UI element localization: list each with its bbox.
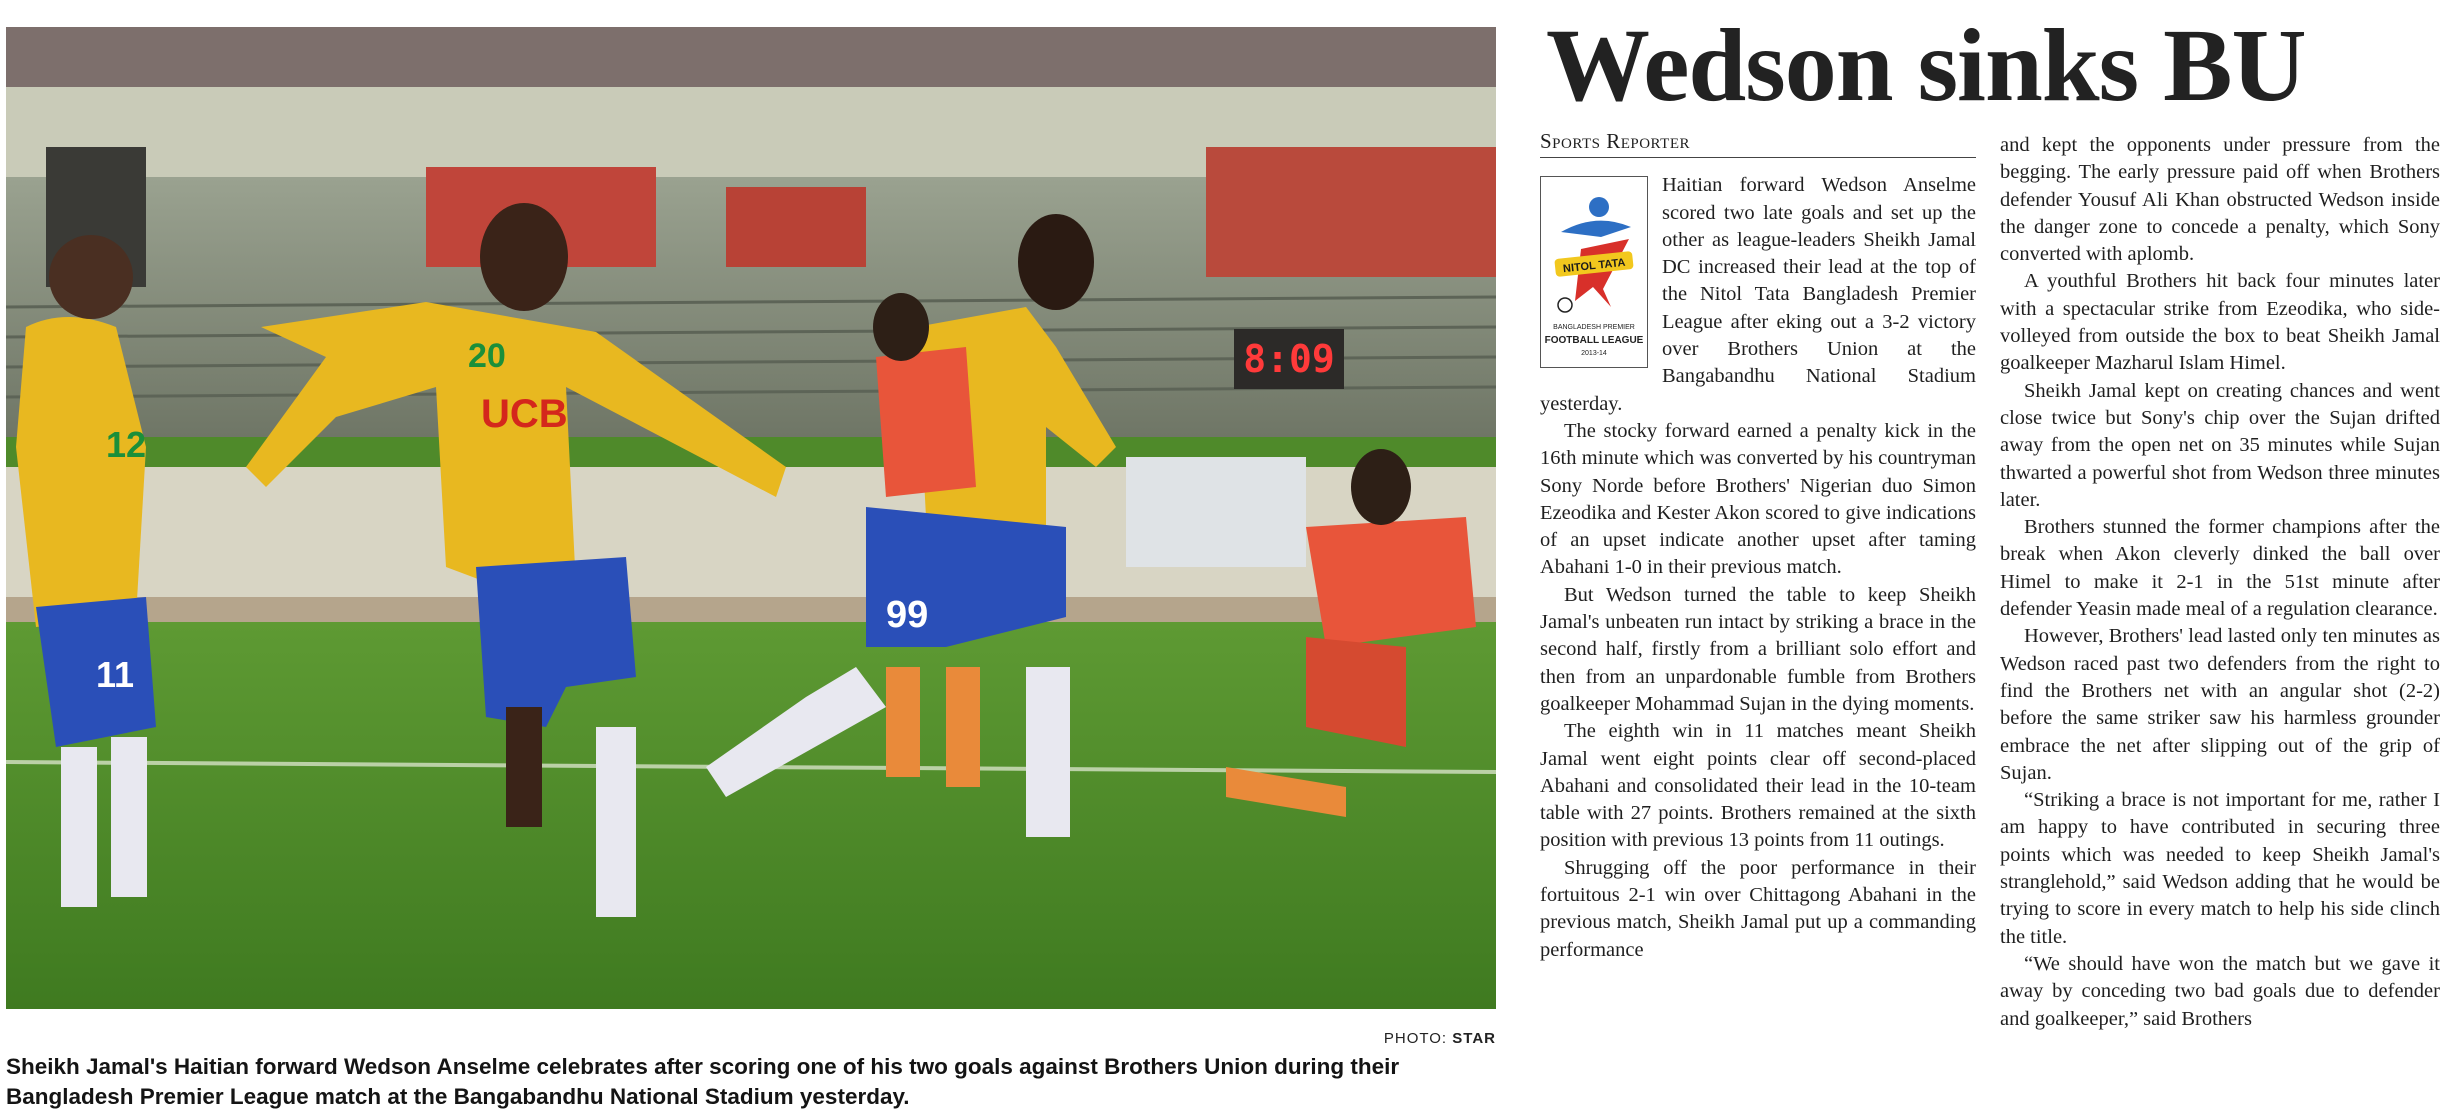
league-logo xyxy=(1540,176,1648,368)
article-column-2 xyxy=(2000,132,2440,1033)
logo-figure xyxy=(1561,221,1631,237)
logo-ball xyxy=(1558,298,1572,312)
photo-credit-prefix: PHOTO: xyxy=(1383,1030,1448,1047)
svg-text:99: 99 xyxy=(886,594,929,636)
byline: Sports Reporter xyxy=(1540,128,1976,158)
paragraph: However, Brothers' lead lasted only ten minutes as Wedson raced past two defenders from the right to find the Brothers net with an angular shot (2-2) before the same striker saw his harmless grounder embrace the net after slipping out of the grip of Sujan. xyxy=(2000,625,2440,784)
paragraph: Brothers stunned the former champions after the break when Akon cleverly dinked the ball over Himel to make it 2-1 in the 51st minute after defender Yeasin made meal of a regulation clearance. xyxy=(2000,516,2440,621)
svg-text:12: 12 xyxy=(106,424,147,465)
photo-credit-name: STAR xyxy=(1452,1030,1496,1047)
paragraph: A youthful Brothers hit back four minutes later with a spectacular strike from Ezeodika, who side-volleyed from outside the box to beat Sheikh Jamal goalkeeper Mazharul Islam Himel. xyxy=(2000,270,2440,375)
paragraph: “Striking a brace is not important for me, rather I am happy to have contributed in securing three points which was needed to keep Sheikh Jamal's stranglehold,” said Wedson adding that he would be trying to score in every match to help his side clinch the title. xyxy=(2000,789,2440,948)
paragraph: Shrugging off the poor performance in their fortuitous 2-1 win over Chittagong Abahani in the previous match, Sheikh Jamal put up a commanding performance xyxy=(1540,856,1976,961)
headline: Wedson sinks BU xyxy=(1546,8,2306,123)
logo-season: 2013-14 xyxy=(1581,350,1607,358)
paragraph: The eighth win in 11 matches meant Sheikh Jamal went eight points clear off second-placed Abahani and consolidated their lead in the 10-team table with 27 points. Brothers remained at the sixth position with previous 13 points from 11 outings. xyxy=(1540,720,1976,852)
logo-line-1: BANGLADESH PREMIER xyxy=(1553,324,1635,332)
photo-credit xyxy=(1200,1030,1496,1047)
photo-caption: Sheikh Jamal's Haitian forward Wedson Anselme celebrates after scoring one of his two goals against Brothers Union during their Bangladesh Premier League match at the Bangabandhu National Stadium yesterday. xyxy=(6,1054,1400,1109)
scoreboard-text: 8:09 xyxy=(1243,337,1335,381)
svg-text:11: 11 xyxy=(96,654,135,695)
paragraph: The stocky forward earned a penalty kick in the 16th minute which was converted by his countryman Sony Norde before Brothers' Nigerian duo Simon Ezeodika and Kester Akon scored to give indications of an upset indicate another upset after taming Abahani 1-0 in their previous match. xyxy=(1540,419,1976,579)
logo-banner: NITOL TATA xyxy=(1562,257,1626,276)
match-photo xyxy=(6,27,1496,1009)
paragraph: Haitian forward Wedson Anselme scored two late goals and set up the other as league-leaders Sheikh Jamal DC increased their lead at the top of the Nitol Tata Bangladesh Premier League after eking out a 3-2 victory over Brothers Union at the Bangabandhu National Stadium yesterday. xyxy=(1540,174,1976,415)
logo-head xyxy=(1589,197,1609,217)
paragraph: “We should have won the match but we gave it away by conceding two bad goals due to defender and goalkeeper,” said Brothers xyxy=(2000,952,2440,1030)
paragraph: But Wedson turned the table to keep Sheikh Jamal's unbeaten run intact by striking a brace in the second half, firstly from a brilliant solo effort and then from an unpardonable fumble from Brothers goalkeeper Mohammad Sujan in the dying moments. xyxy=(1540,583,1976,715)
paragraph: and kept the opponents under pressure from the begging. The early pressure paid off when Brothers defender Yousuf Ali Khan obstructed Wedson inside the danger zone to concede a penalty, which Sony converted with aplomb. xyxy=(2000,134,2440,266)
svg-text:20: 20 xyxy=(468,337,506,375)
logo-line-2: FOOTBALL LEAGUE xyxy=(1544,335,1644,347)
paragraph: Sheikh Jamal kept on creating chances and went close twice but Sony's chip over the Sujan drifted away from the open net on 35 minutes while Sujan thwarted a powerful shot from Wedson three minutes later. xyxy=(2000,379,2440,511)
svg-text:UCB: UCB xyxy=(481,392,568,436)
article-column-1 xyxy=(1540,128,1976,964)
